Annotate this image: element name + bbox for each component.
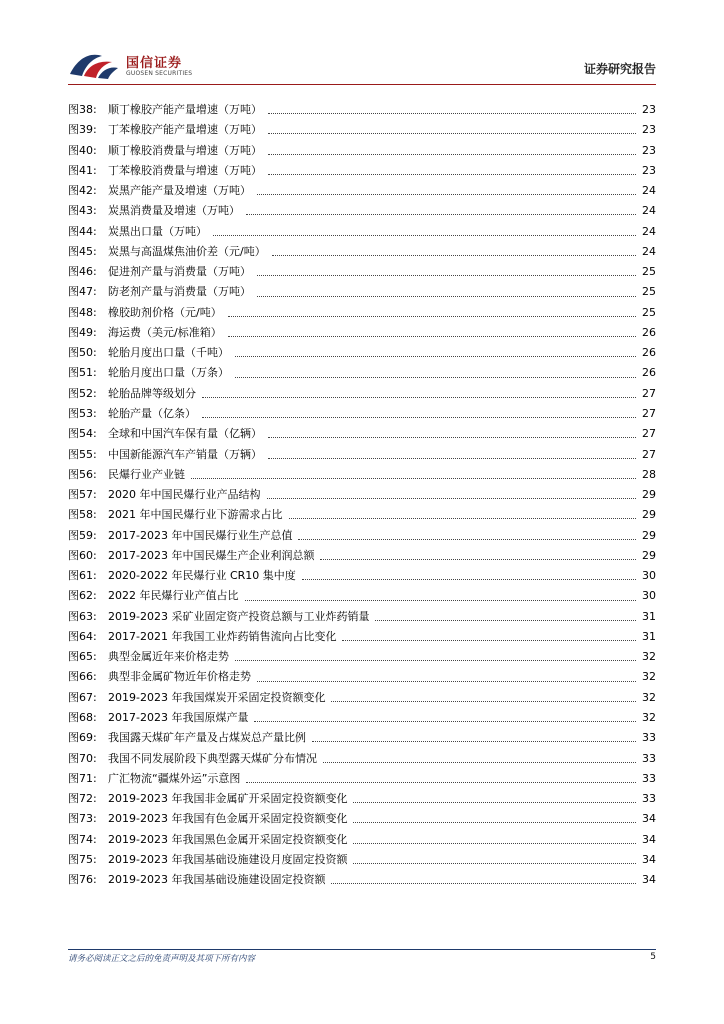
toc-figure-title[interactable]: 2019-2023 采矿业固定资产投资总额与工业炸药销量 <box>108 609 370 623</box>
toc-figure-number: 图41: <box>68 163 97 177</box>
toc-entry[interactable] <box>68 323 656 343</box>
toc-dot-leader <box>353 821 636 823</box>
toc-page-number[interactable]: 31 <box>642 609 656 623</box>
toc-entry[interactable] <box>68 100 656 120</box>
toc-figure-number: 图59: <box>68 528 97 542</box>
toc-figure-title[interactable]: 炭黑消费量及增速（万吨） <box>108 204 240 218</box>
toc-figure-number: 图76: <box>68 873 97 887</box>
toc-dot-leader <box>312 740 636 742</box>
toc-figure-title[interactable]: 2017-2023 年中国民爆行业生产总值 <box>108 528 293 542</box>
toc-figure-number: 图43: <box>68 204 97 218</box>
toc-figure-title[interactable]: 轮胎月度出口量（千吨） <box>108 346 229 360</box>
toc-entry[interactable] <box>68 120 656 140</box>
toc-dot-leader <box>331 700 636 702</box>
toc-entry[interactable] <box>68 850 656 870</box>
toc-figure-number: 图46: <box>68 265 97 279</box>
toc-figure-number: 图51: <box>68 366 97 380</box>
toc-page-number[interactable]: 29 <box>642 548 656 562</box>
toc-dot-leader <box>257 295 636 297</box>
toc-page-number[interactable]: 23 <box>642 103 656 116</box>
toc-page-number[interactable]: 29 <box>642 528 656 542</box>
toc-page-number[interactable]: 33 <box>642 771 656 785</box>
toc-figure-number: 图48: <box>68 305 97 319</box>
toc-figure-number: 图53: <box>68 406 97 420</box>
toc-dot-leader <box>268 132 636 134</box>
toc-figure-title[interactable]: 促进剂产量与消费量（万吨） <box>108 265 251 279</box>
toc-entry[interactable] <box>68 789 656 809</box>
toc-figure-number: 图61: <box>68 569 97 583</box>
toc-figure-title[interactable]: 丁苯橡胶产能产量增速（万吨） <box>108 123 262 137</box>
toc-figure-title[interactable]: 海运费（美元/标准箱） <box>108 325 222 339</box>
toc-dot-leader <box>191 477 636 479</box>
toc-dot-leader <box>257 274 636 276</box>
toc-entry[interactable] <box>68 870 656 890</box>
toc-figure-number: 图65: <box>68 650 97 664</box>
toc-figure-number: 图62: <box>68 589 97 603</box>
toc-figure-title[interactable]: 轮胎品牌等级划分 <box>108 386 196 400</box>
toc-figure-number: 图52: <box>68 386 97 400</box>
toc-page-number[interactable]: 25 <box>642 265 656 279</box>
toc-figure-number: 图73: <box>68 812 97 826</box>
toc-page-number[interactable]: 23 <box>642 143 656 157</box>
toc-figure-title[interactable]: 典型非金属矿物近年价格走势 <box>108 670 251 684</box>
logo-chinese-name: 国信证券 <box>126 56 183 71</box>
toc-figure-title[interactable]: 防老剂产量与消费量（万吨） <box>108 285 251 299</box>
toc-page-number[interactable]: 23 <box>642 123 656 137</box>
toc-entry[interactable] <box>68 688 656 708</box>
toc-figure-title[interactable]: 2019-2023 年我国有色金属开采固定投资额变化 <box>108 812 348 826</box>
toc-figure-title[interactable]: 2019-2023 年我国基础设施建设月度固定投资额 <box>108 852 348 866</box>
toc-dot-leader <box>268 153 636 155</box>
guosen-logo <box>68 48 208 84</box>
toc-figure-title[interactable]: 轮胎月度出口量（万条） <box>108 366 229 380</box>
figure-list <box>68 100 656 890</box>
toc-dot-leader <box>268 436 636 438</box>
toc-dot-leader <box>353 801 636 803</box>
toc-page-number[interactable]: 23 <box>642 163 656 177</box>
toc-dot-leader <box>323 761 636 763</box>
toc-page-number[interactable]: 33 <box>642 731 656 745</box>
toc-dot-leader <box>245 599 637 601</box>
toc-dot-leader <box>257 680 636 682</box>
toc-figure-title[interactable]: 2019-2023 年我国非金属矿开采固定投资额变化 <box>108 792 348 806</box>
toc-page-number[interactable]: 24 <box>642 224 656 238</box>
toc-figure-number: 图40: <box>68 143 97 157</box>
toc-dot-leader <box>353 842 636 844</box>
toc-entry[interactable] <box>68 728 656 748</box>
toc-entry[interactable] <box>68 627 656 647</box>
toc-figure-title[interactable]: 炭黑出口量（万吨） <box>108 224 207 238</box>
toc-figure-number: 图64: <box>68 629 97 643</box>
toc-page-number[interactable]: 26 <box>642 325 656 339</box>
toc-figure-number: 图70: <box>68 751 97 765</box>
toc-entry[interactable] <box>68 303 656 323</box>
toc-figure-title[interactable]: 炭黑产能产量及增速（万吨） <box>108 184 251 198</box>
toc-dot-leader <box>320 558 636 560</box>
footer-disclaimer: 请务必阅读正文之后的免责声明及其项下所有内容 <box>68 954 256 964</box>
toc-entry[interactable] <box>68 485 656 505</box>
toc-figure-number: 图50: <box>68 346 97 360</box>
toc-figure-title[interactable]: 全球和中国汽车保有量（亿辆） <box>108 427 262 441</box>
toc-dot-leader <box>257 193 636 195</box>
toc-figure-title[interactable]: 我国露天煤矿年产量及占煤炭总产量比例 <box>108 731 306 745</box>
toc-figure-title[interactable]: 橡胶助剂价格（元/吨） <box>108 305 222 319</box>
guosen-logo-icon <box>68 48 120 82</box>
toc-dot-leader <box>246 213 636 215</box>
toc-figure-number: 图42: <box>68 184 97 198</box>
toc-page-number[interactable]: 33 <box>642 751 656 765</box>
toc-entry[interactable] <box>68 809 656 829</box>
toc-entry[interactable] <box>68 181 656 201</box>
toc-page-number[interactable]: 26 <box>642 366 656 380</box>
toc-page-number[interactable]: 29 <box>642 488 656 502</box>
toc-entry[interactable] <box>68 201 656 221</box>
toc-figure-title[interactable]: 我国不同发展阶段下典型露天煤矿分布情况 <box>108 751 317 765</box>
toc-page-number[interactable]: 25 <box>642 285 656 299</box>
toc-figure-title[interactable]: 中国新能源汽车产销量（万辆） <box>108 447 262 461</box>
toc-dot-leader <box>272 254 636 256</box>
toc-figure-title[interactable]: 2017-2023 年中国民爆生产企业利润总额 <box>108 548 315 562</box>
toc-page-number[interactable]: 27 <box>642 386 656 400</box>
toc-entry[interactable] <box>68 384 656 404</box>
toc-dot-leader <box>289 517 637 519</box>
toc-dot-leader <box>375 619 636 621</box>
toc-dot-leader <box>228 335 636 337</box>
toc-figure-number: 图57: <box>68 488 97 502</box>
toc-figure-number: 图54: <box>68 427 97 441</box>
toc-figure-title[interactable]: 民爆行业产业链 <box>108 467 185 481</box>
toc-page-number[interactable]: 27 <box>642 406 656 420</box>
toc-figure-number: 图71: <box>68 771 97 785</box>
toc-dot-leader <box>298 538 636 540</box>
toc-figure-title[interactable]: 广汇物流“疆煤外运”示意图 <box>108 771 241 785</box>
toc-page-number[interactable]: 34 <box>642 812 656 826</box>
toc-figure-title[interactable]: 2019-2023 年我国黑色金属开采固定投资额变化 <box>108 832 348 846</box>
toc-page-number[interactable]: 28 <box>642 467 656 481</box>
toc-dot-leader <box>302 578 636 580</box>
toc-figure-title[interactable]: 2017-2023 年我国原煤产量 <box>108 710 249 724</box>
toc-entry[interactable] <box>68 445 656 465</box>
toc-page-number[interactable]: 32 <box>642 710 656 724</box>
toc-entry[interactable] <box>68 749 656 769</box>
toc-page-number[interactable]: 26 <box>642 346 656 360</box>
toc-figure-title[interactable]: 顺丁橡胶产能产量增速（万吨） <box>108 103 262 116</box>
toc-entry[interactable] <box>68 161 656 181</box>
toc-page-number[interactable]: 34 <box>642 873 656 887</box>
toc-figure-number: 图63: <box>68 609 97 623</box>
toc-entry[interactable] <box>68 404 656 424</box>
footer-divider <box>68 949 656 950</box>
toc-figure-title[interactable]: 2019-2023 年我国煤炭开采固定投资额变化 <box>108 690 326 704</box>
toc-entry[interactable] <box>68 667 656 687</box>
toc-figure-title[interactable]: 2020-2022 年民爆行业 CR10 集中度 <box>108 569 296 583</box>
toc-figure-number: 图55: <box>68 447 97 461</box>
toc-page-number[interactable]: 24 <box>642 244 656 258</box>
toc-entry[interactable] <box>68 343 656 363</box>
toc-figure-number: 图66: <box>68 670 97 684</box>
toc-figure-title[interactable]: 2021 年中国民爆行业下游需求占比 <box>108 508 283 522</box>
toc-figure-number: 图38: <box>68 103 97 116</box>
toc-entry[interactable] <box>68 424 656 444</box>
toc-entry[interactable] <box>68 363 656 383</box>
toc-entry[interactable] <box>68 586 656 606</box>
toc-figure-number: 图44: <box>68 224 97 238</box>
toc-page-number[interactable]: 34 <box>642 832 656 846</box>
toc-figure-title[interactable]: 2019-2023 年我国基础设施建设固定投资额 <box>108 873 326 887</box>
toc-page-number[interactable]: 34 <box>642 852 656 866</box>
toc-dot-leader <box>202 396 636 398</box>
toc-dot-leader <box>235 376 636 378</box>
toc-entry[interactable] <box>68 262 656 282</box>
toc-entry[interactable] <box>68 141 656 161</box>
toc-dot-leader <box>228 315 636 317</box>
toc-entry[interactable] <box>68 465 656 485</box>
toc-dot-leader <box>268 173 636 175</box>
toc-figure-title[interactable]: 轮胎产量（亿条） <box>108 406 196 420</box>
toc-figure-title[interactable]: 顺丁橡胶消费量与增速（万吨） <box>108 143 262 157</box>
header-divider <box>68 84 656 85</box>
toc-figure-number: 图58: <box>68 508 97 522</box>
toc-dot-leader <box>213 234 636 236</box>
toc-dot-leader <box>246 781 636 783</box>
toc-dot-leader <box>268 112 636 114</box>
toc-dot-leader <box>353 862 636 864</box>
toc-page-number[interactable]: 33 <box>642 792 656 806</box>
toc-page-number[interactable]: 32 <box>642 650 656 664</box>
toc-figure-title[interactable]: 2022 年民爆行业产值占比 <box>108 589 239 603</box>
toc-entry[interactable] <box>68 242 656 262</box>
toc-figure-title[interactable]: 2020 年中国民爆行业产品结构 <box>108 488 261 502</box>
toc-entry[interactable] <box>68 566 656 586</box>
toc-figure-number: 图45: <box>68 244 97 258</box>
toc-page-number[interactable]: 27 <box>642 427 656 441</box>
toc-figure-number: 图72: <box>68 792 97 806</box>
page-header <box>68 48 656 84</box>
toc-dot-leader <box>202 416 636 418</box>
toc-page-number[interactable]: 32 <box>642 670 656 684</box>
toc-figure-number: 图68: <box>68 710 97 724</box>
toc-page-number[interactable]: 30 <box>642 589 656 603</box>
toc-figure-number: 图67: <box>68 690 97 704</box>
toc-page-number[interactable]: 27 <box>642 447 656 461</box>
toc-page-number[interactable]: 24 <box>642 184 656 198</box>
toc-page-number[interactable]: 25 <box>642 305 656 319</box>
toc-entry[interactable] <box>68 708 656 728</box>
toc-figure-title[interactable]: 典型金属近年来价格走势 <box>108 650 229 664</box>
toc-dot-leader <box>342 639 636 641</box>
toc-figure-number: 图56: <box>68 467 97 481</box>
toc-figure-number: 图74: <box>68 832 97 846</box>
toc-entry[interactable] <box>68 647 656 667</box>
logo-english-name: GUOSEN SECURITIES <box>126 70 193 77</box>
toc-page-number[interactable]: 30 <box>642 569 656 583</box>
toc-entry[interactable] <box>68 282 656 302</box>
toc-entry[interactable] <box>68 505 656 525</box>
toc-dot-leader <box>267 497 637 499</box>
toc-entry[interactable] <box>68 222 656 242</box>
toc-entry[interactable] <box>68 769 656 789</box>
toc-figure-title[interactable]: 丁苯橡胶消费量与增速（万吨） <box>108 163 262 177</box>
toc-entry[interactable] <box>68 607 656 627</box>
toc-figure-number: 图49: <box>68 325 97 339</box>
toc-figure-number: 图69: <box>68 731 97 745</box>
page-number: 5 <box>650 952 656 962</box>
toc-figure-title[interactable]: 炭黑与高温煤焦油价差（元/吨） <box>108 244 266 258</box>
toc-page-number[interactable]: 32 <box>642 690 656 704</box>
toc-dot-leader <box>235 659 636 661</box>
toc-entry[interactable] <box>68 546 656 566</box>
toc-page-number[interactable]: 24 <box>642 204 656 218</box>
toc-figure-number: 图47: <box>68 285 97 299</box>
toc-page-number[interactable]: 29 <box>642 508 656 522</box>
toc-page-number[interactable]: 31 <box>642 629 656 643</box>
toc-figure-number: 图39: <box>68 123 97 137</box>
toc-figure-number: 图60: <box>68 548 97 562</box>
toc-dot-leader <box>268 457 636 459</box>
toc-dot-leader <box>331 882 636 884</box>
toc-entry[interactable] <box>68 526 656 546</box>
toc-dot-leader <box>235 355 636 357</box>
toc-entry[interactable] <box>68 830 656 850</box>
toc-figure-title[interactable]: 2017-2021 年我国工业炸药销售流向占比变化 <box>108 629 337 643</box>
toc-dot-leader <box>254 720 636 722</box>
toc-figure-number: 图75: <box>68 852 97 866</box>
report-type-label: 证券研究报告 <box>583 62 656 76</box>
